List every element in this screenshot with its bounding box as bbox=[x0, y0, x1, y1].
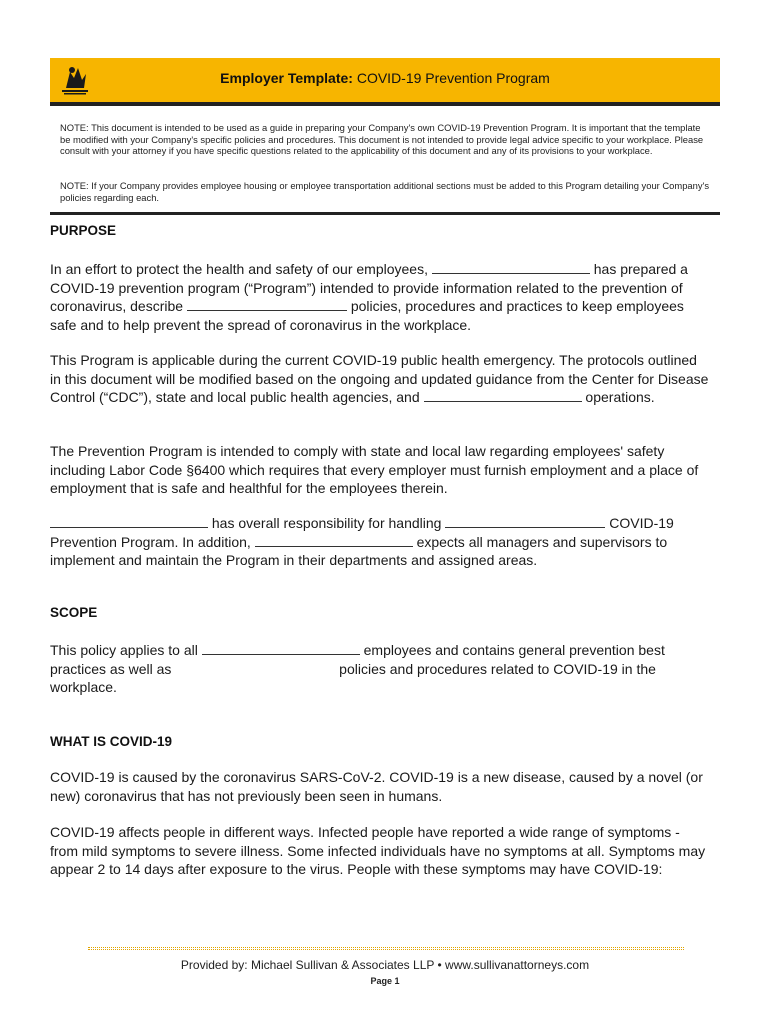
scope-text-a: This policy applies to all bbox=[50, 642, 198, 658]
note-template-guidance: NOTE: This document is intended to be used as a guide in preparing your Company's own COVID-19 Prevention Program. It is important that the template be modified with your Company's specific policies and procedures. This document is not intended to provide legal advice specific to your workplace. Please consult with your attorney if you have specific questions related to the applicability of this document and any of its provisions to your workplace. bbox=[60, 122, 704, 156]
company-name-blank[interactable] bbox=[202, 643, 360, 655]
company-name-blank[interactable] bbox=[187, 299, 347, 311]
purpose-heading: PURPOSE bbox=[50, 223, 117, 238]
purpose-p1-text-a: In an effort to protect the health and safety of our employees, bbox=[50, 261, 428, 277]
footer-provided-by: Provided by: Michael Sullivan & Associates LLP • www.sullivanattorneys.com bbox=[180, 958, 590, 972]
document-header-bar bbox=[50, 58, 720, 102]
notes-divider bbox=[50, 212, 720, 215]
scope-heading: SCOPE bbox=[50, 605, 98, 620]
purpose-paragraph-3: The Prevention Program is intended to comply with state and local law regarding employees' safety including Labor Code §6400 which requires that every employer must furnish employment and a place of employment that is safe and healthful for the employees therein. bbox=[50, 443, 699, 496]
purpose-paragraph-4 bbox=[50, 514, 710, 570]
scope-text-b: employees and contains general prevention best practices as well as bbox=[50, 642, 665, 677]
note-housing-transport: NOTE: If your Company provides employee housing or employee transportation additional sections must be added to this Program detailing your Company's policies regarding each. bbox=[60, 180, 710, 203]
title-rest: COVID-19 Prevention Program bbox=[352, 70, 550, 86]
purpose-p4-text-a: has overall responsibility for handling bbox=[211, 515, 442, 531]
purpose-p2-text-b: operations. bbox=[585, 389, 655, 405]
what-is-covid-heading: WHAT IS COVID-19 bbox=[50, 734, 173, 749]
company-name-blank[interactable] bbox=[255, 535, 413, 547]
company-name-blank[interactable] bbox=[445, 516, 605, 528]
company-name-blank[interactable] bbox=[432, 262, 590, 274]
purpose-paragraph-1 bbox=[50, 260, 710, 334]
company-name-blank[interactable] bbox=[424, 390, 582, 402]
purpose-p1-text-c: policies, procedures and practices to keep employees safe and to help prevent the spread of coronavirus in the workplace. bbox=[50, 298, 684, 333]
purpose-p1-text-b: has prepared a COVID-19 prevention program (“Program”) intended to provide information related to the prevention of coronavirus, describe bbox=[50, 261, 688, 314]
what-is-covid-paragraph-1: COVID-19 is caused by the coronavirus SARS-CoV-2. COVID-19 is a new disease, caused by a novel (or new) coronavirus that has not previously been seen in humans. bbox=[50, 769, 703, 804]
title-bold: Employer Template: bbox=[220, 70, 353, 86]
scope-paragraph bbox=[50, 641, 710, 697]
header-divider bbox=[50, 102, 720, 106]
footer-divider bbox=[88, 947, 684, 950]
purpose-paragraph-2 bbox=[50, 351, 710, 407]
responsible-person-blank[interactable] bbox=[50, 516, 208, 528]
page-number: Page 1 bbox=[370, 976, 400, 986]
page-title bbox=[50, 70, 720, 86]
purpose-p4-text-c: expects all managers and supervisors to implement and maintain the Program in their departments and assigned areas. bbox=[50, 533, 668, 568]
purpose-p2-text-a: This Program is applicable during the current COVID-19 public health emergency. The protocols outlined in this document will be modified based on the ongoing and updated guidance from the Center for Disease Control (“CDC”), state and local public health agencies, and bbox=[50, 352, 709, 405]
purpose-p4-text-b: COVID-19 Prevention Program. In addition, bbox=[50, 515, 674, 550]
what-is-covid-paragraph-2: COVID-19 affects people in different ways. Infected people have reported a wide range of symptoms - from mild symptoms to severe illness. Some infected individuals have no symptoms at all. Symptoms may appear 2 to 14 days after exposure to the virus. People with these symptoms may have COVID-19: bbox=[50, 824, 706, 877]
scope-text-c: policies and procedures related to COVID-19 in the workplace. bbox=[50, 660, 656, 695]
